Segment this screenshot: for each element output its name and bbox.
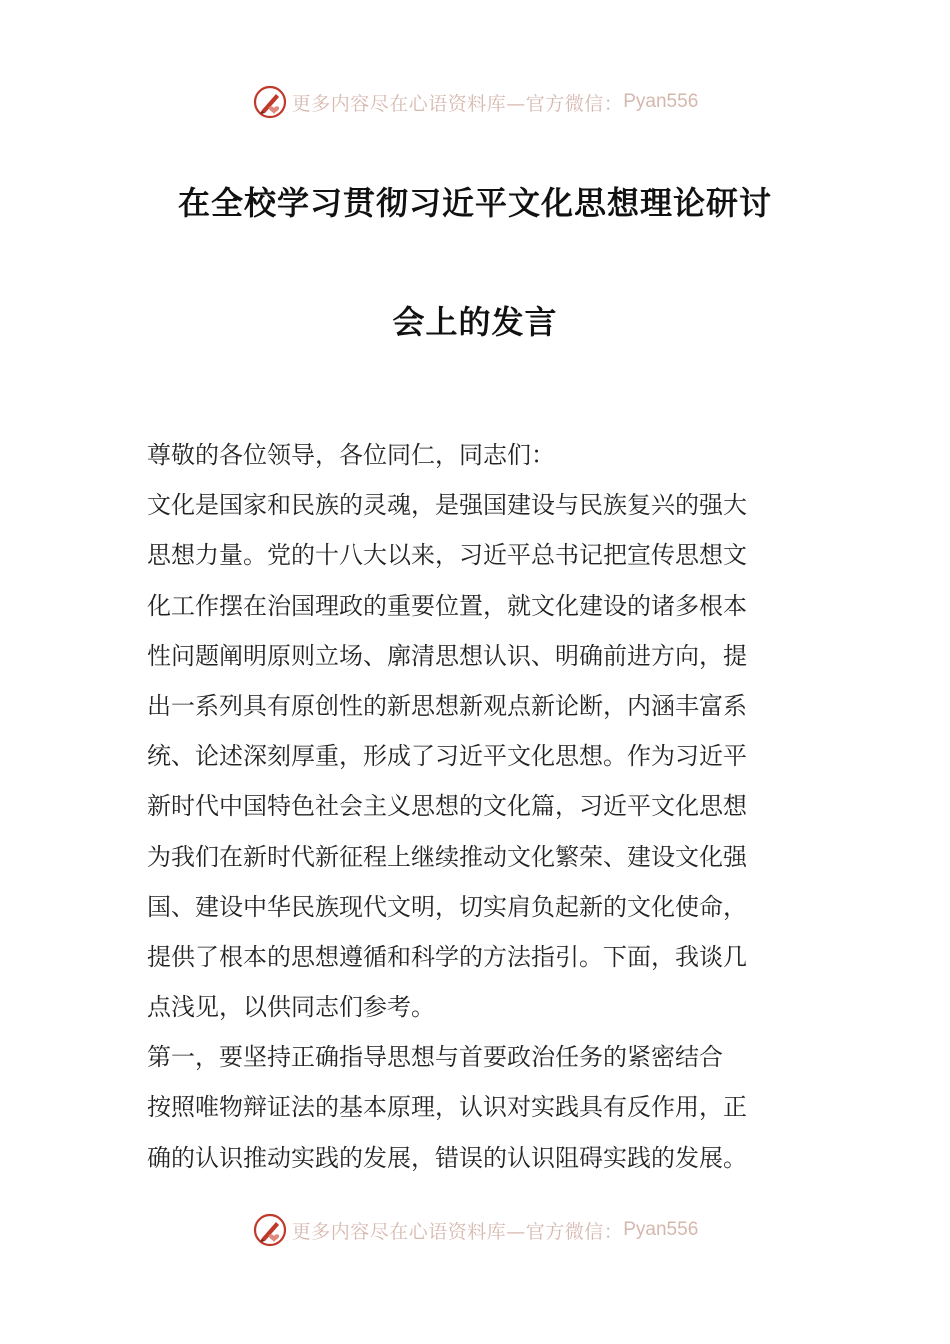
banner-content [252, 84, 699, 120]
body-line: 点浅见，以供同志们参考。 [147, 993, 435, 1022]
pen-heart-icon [252, 84, 288, 120]
document-body [147, 430, 807, 1183]
body-line: 出一系列具有原创性的新思想新观点新论断，内涵丰富系 [147, 691, 747, 720]
pen-heart-icon [252, 1212, 288, 1248]
body-line: 国、建设中华民族现代文明，切实肩负起新的文化使命， [147, 892, 747, 921]
body-line: 按照唯物辩证法的基本原理，认识对实践具有反作用，正 [147, 1093, 747, 1122]
body-line: 尊敬的各位领导，各位同仁，同志们： [147, 441, 555, 469]
footer-banner [0, 1208, 950, 1252]
body-line: 提供了根本的思想遵循和科学的方法指引。下面，我谈几 [147, 942, 747, 971]
banner-content [252, 1212, 699, 1248]
banner-text: 更多内容尽在心语资料库—官方微信： [291, 92, 624, 115]
body-line: 确的认识推动实践的发展，错误的认识阻碍实践的发展。 [147, 1143, 747, 1172]
body-line: 新时代中国特色社会主义思想的文化篇，习近平文化思想 [147, 792, 747, 821]
body-line: 性问题阐明原则立场、廓清思想认识、明确前进方向，提 [147, 641, 747, 670]
section-heading: 第一，要坚持正确指导思想与首要政治任务的紧密结合 [147, 1043, 723, 1072]
wechat-handle: Pyan556 [623, 91, 699, 112]
body-line: 为我们在新时代新征程上继续推动文化繁荣、建设文化强 [147, 842, 747, 871]
body-line: 思想力量。党的十八大以来，习近平总书记把宣传思想文 [147, 541, 747, 570]
body-line: 统、论述深刻厚重，形成了习近平文化思想。作为习近平 [147, 742, 747, 771]
body-line: 文化是国家和民族的灵魂，是强国建设与民族复兴的强大 [147, 491, 747, 520]
header-banner [0, 80, 950, 124]
banner-text: 更多内容尽在心语资料库—官方微信： [291, 1220, 624, 1243]
document-title-line-2: 会上的发言 [392, 303, 558, 341]
document-title-line-1: 在全校学习贯彻习近平文化思想理论研讨 [177, 184, 772, 222]
wechat-handle: Pyan556 [623, 1219, 699, 1240]
body-line: 化工作摆在治国理政的重要位置，就文化建设的诸多根本 [147, 591, 747, 620]
